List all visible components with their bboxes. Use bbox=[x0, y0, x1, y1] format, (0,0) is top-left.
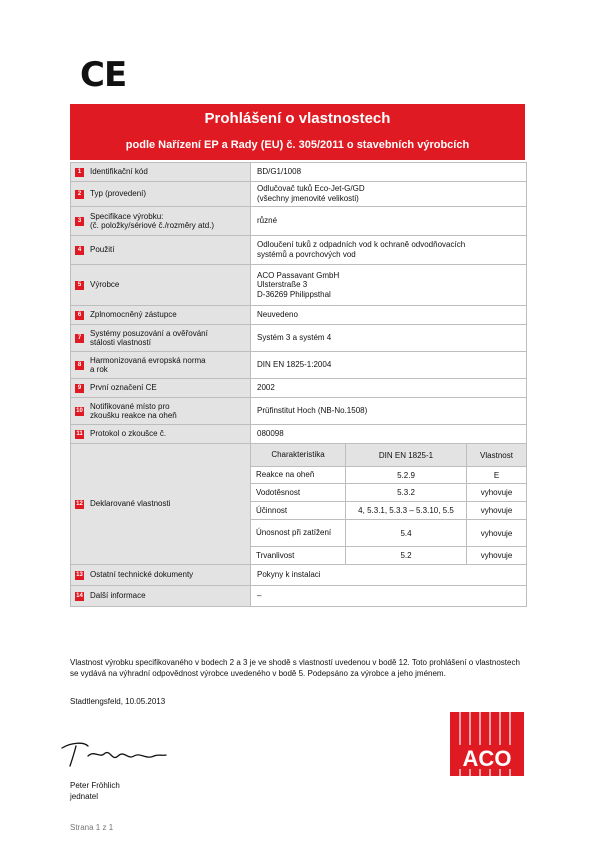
row-label: Specifikace výrobku: (č. položky/sériové č./rozměry atd.) bbox=[90, 211, 215, 230]
row-label-cell bbox=[71, 398, 251, 424]
subtable-cell-value: vyhovuje bbox=[480, 488, 513, 497]
row-label: Další informace bbox=[90, 591, 146, 601]
row-label-cell bbox=[71, 163, 251, 181]
row-label: Výrobce bbox=[90, 280, 120, 290]
ce-mark-logo: CE bbox=[80, 55, 127, 95]
row-label-cell bbox=[71, 182, 251, 206]
subtable-cell-char: Vodotěsnost bbox=[251, 484, 346, 501]
row-number-badge: 7 bbox=[75, 334, 84, 343]
row-value-cell bbox=[251, 265, 526, 305]
subtable-row bbox=[251, 502, 526, 520]
table-row bbox=[71, 586, 526, 607]
row-value-cell bbox=[251, 352, 526, 378]
title-banner bbox=[70, 104, 525, 160]
row-value-line: Prüfinstitut Hoch (NB-No.1508) bbox=[257, 406, 368, 416]
subtable-row bbox=[251, 520, 526, 547]
row-label-cell bbox=[71, 444, 251, 564]
row-value-line: BD/G1/1008 bbox=[257, 167, 302, 177]
row-value-cell bbox=[251, 163, 526, 181]
row-label-cell bbox=[71, 306, 251, 324]
row-label-cell bbox=[71, 586, 251, 606]
row-label-cell bbox=[71, 565, 251, 585]
row-number-badge: 13 bbox=[76, 572, 83, 578]
row-label-cell bbox=[71, 425, 251, 443]
subtable-header-cell: Vlastnost bbox=[480, 450, 513, 460]
row-label: Použití bbox=[90, 245, 115, 255]
table-row bbox=[71, 425, 526, 444]
table-row bbox=[71, 325, 526, 352]
table-row bbox=[71, 163, 526, 182]
row-number-badge: 8 bbox=[75, 361, 84, 370]
subtable-cell-ref: 5.3.2 bbox=[346, 484, 467, 501]
row-value-cell bbox=[251, 425, 526, 443]
row-value-line: (všechny jmenovité velikosti) bbox=[257, 194, 359, 203]
table-row bbox=[71, 379, 526, 398]
row-number-badge: 14 bbox=[76, 593, 83, 599]
place-date: Stadtlengsfeld, 10.05.2013 bbox=[70, 697, 166, 706]
row-label: Systémy posuzování a ověřování stálosti vlastností bbox=[90, 328, 208, 347]
handwritten-signature bbox=[58, 738, 168, 770]
row-value-line: 2002 bbox=[257, 383, 275, 393]
row-number-badge: 2 bbox=[75, 190, 84, 199]
row-value-line: Pokyny k instalaci bbox=[257, 570, 321, 580]
row-label: Typ (provedení) bbox=[90, 189, 147, 199]
table-row bbox=[71, 306, 526, 325]
subtable-cell-char: Reakce na oheň bbox=[251, 467, 346, 483]
row-label: Harmonizovaná evropská norma a rok bbox=[90, 355, 206, 374]
row-value-cell bbox=[251, 306, 526, 324]
row-value-line: různé bbox=[257, 216, 278, 226]
row-label: Zplnomocněný zástupce bbox=[90, 310, 177, 320]
subtable-row bbox=[251, 467, 526, 484]
row-value-line: DIN EN 1825-1:2004 bbox=[257, 360, 332, 370]
signer-block bbox=[70, 780, 120, 802]
row-label: První označení CE bbox=[90, 383, 157, 393]
row-label: Identifikační kód bbox=[90, 167, 148, 177]
subtable-row bbox=[251, 484, 526, 502]
row-label-cell bbox=[71, 207, 251, 235]
page-number: Strana 1 z 1 bbox=[70, 823, 114, 832]
row-value-cell bbox=[251, 182, 526, 206]
row-label-cell bbox=[71, 325, 251, 351]
row-value-cell bbox=[251, 398, 526, 424]
row-value-line: Ulsterstraße 3 bbox=[257, 280, 308, 290]
row-value-line: Odloučení tuků z odpadních vod k ochraně odvodňovacích bbox=[257, 240, 466, 250]
row-label: Protokol o zkoušce č. bbox=[90, 429, 167, 439]
table-row bbox=[71, 207, 526, 236]
row-value-cell bbox=[251, 565, 526, 585]
document-subtitle: podle Nařízení EP a Rady (EU) č. 305/2011 o stavebních výrobcích bbox=[125, 139, 470, 151]
row-value-line: – bbox=[257, 591, 262, 601]
row-value-cell bbox=[251, 236, 526, 264]
row-label-cell bbox=[71, 352, 251, 378]
aco-logo-text: ACO bbox=[462, 746, 512, 771]
row-value-line: ACO Passavant GmbH bbox=[257, 270, 340, 280]
subtable-cell-char: Trvanlivost bbox=[251, 547, 346, 564]
properties-table bbox=[70, 162, 527, 607]
table-row bbox=[71, 398, 526, 425]
row-label-cell bbox=[71, 379, 251, 397]
subtable-cell-value: vyhovuje bbox=[480, 506, 513, 515]
declared-properties-subtable bbox=[251, 444, 526, 564]
table-row bbox=[71, 236, 526, 265]
subtable-cell-ref: 5.4 bbox=[346, 520, 467, 546]
row-number-badge: 1 bbox=[75, 168, 84, 177]
signer-name: Peter Fröhlich bbox=[70, 781, 120, 790]
table-row bbox=[71, 565, 526, 586]
row-number-badge: 5 bbox=[75, 281, 84, 290]
row-value-cell bbox=[251, 325, 526, 351]
subtable-cell-value: vyhovuje bbox=[480, 551, 513, 560]
row-value-cell bbox=[251, 379, 526, 397]
row-number-badge: 3 bbox=[75, 217, 84, 226]
row-value-line: Systém 3 a systém 4 bbox=[257, 333, 332, 343]
signer-role: jednatel bbox=[70, 792, 99, 801]
table-row bbox=[71, 182, 526, 207]
row-value-line: Odlučovač tuků Eco-Jet-G/GD bbox=[257, 184, 365, 194]
subtable-cell-value: vyhovuje bbox=[480, 528, 513, 538]
row-value-line: Neuvedeno bbox=[257, 310, 298, 320]
subtable-cell-ref: 4, 5.3.1, 5.3.3 – 5.3.10, 5.5 bbox=[346, 502, 467, 519]
subtable-cell-ref: 5.2.9 bbox=[346, 467, 467, 483]
row-number-badge: 10 bbox=[76, 408, 83, 414]
document-title: Prohlášení o vlastnostech bbox=[204, 110, 391, 127]
subtable-header-cell: DIN EN 1825-1 bbox=[346, 444, 467, 466]
table-row bbox=[71, 352, 526, 379]
row-number-badge: 9 bbox=[75, 384, 84, 393]
row-label-cell bbox=[71, 236, 251, 264]
row-label-cell bbox=[71, 265, 251, 305]
row-number-badge: 4 bbox=[75, 246, 84, 255]
aco-logo bbox=[450, 712, 524, 776]
subtable-row bbox=[251, 547, 526, 564]
table-row-declared-properties bbox=[71, 444, 526, 565]
subtable-cell-value: E bbox=[493, 470, 500, 480]
subtable-cell-char: Účinnost bbox=[251, 502, 346, 519]
row-label: Notifikované místo pro zkoušku reakce na oheň bbox=[90, 401, 177, 420]
row-value-line: systémů a povrchových vod bbox=[257, 250, 356, 259]
row-label: Deklarované vlastnosti bbox=[90, 499, 171, 509]
row-number-badge: 11 bbox=[76, 431, 83, 437]
subtable-cell-char: Únosnost při zatížení bbox=[251, 520, 346, 546]
row-value-line: 080098 bbox=[257, 429, 284, 439]
row-value-cell bbox=[251, 207, 526, 235]
subtable-header-cell: Charakteristika bbox=[251, 444, 346, 466]
row-value-line: D-36269 Philippsthal bbox=[257, 289, 331, 299]
table-row bbox=[71, 265, 526, 306]
subtable-header bbox=[251, 444, 526, 467]
row-label: Ostatní technické dokumenty bbox=[90, 570, 194, 580]
subtable-cell-ref: 5.2 bbox=[346, 547, 467, 564]
conformity-statement: Vlastnost výrobku specifikovaného v bodech 2 a 3 je ve shodě s vlastností uvedenou v bodě 12. Toto prohlášení o vlastnostech se vydává na výhradní odpovědnost výrobce uvedeného v bodě 5. Podepsáno za výrobce a jeho jménem. bbox=[70, 658, 520, 678]
row-value-cell bbox=[251, 586, 526, 606]
row-number-badge: 6 bbox=[75, 311, 84, 320]
row-number-badge: 12 bbox=[76, 501, 83, 507]
